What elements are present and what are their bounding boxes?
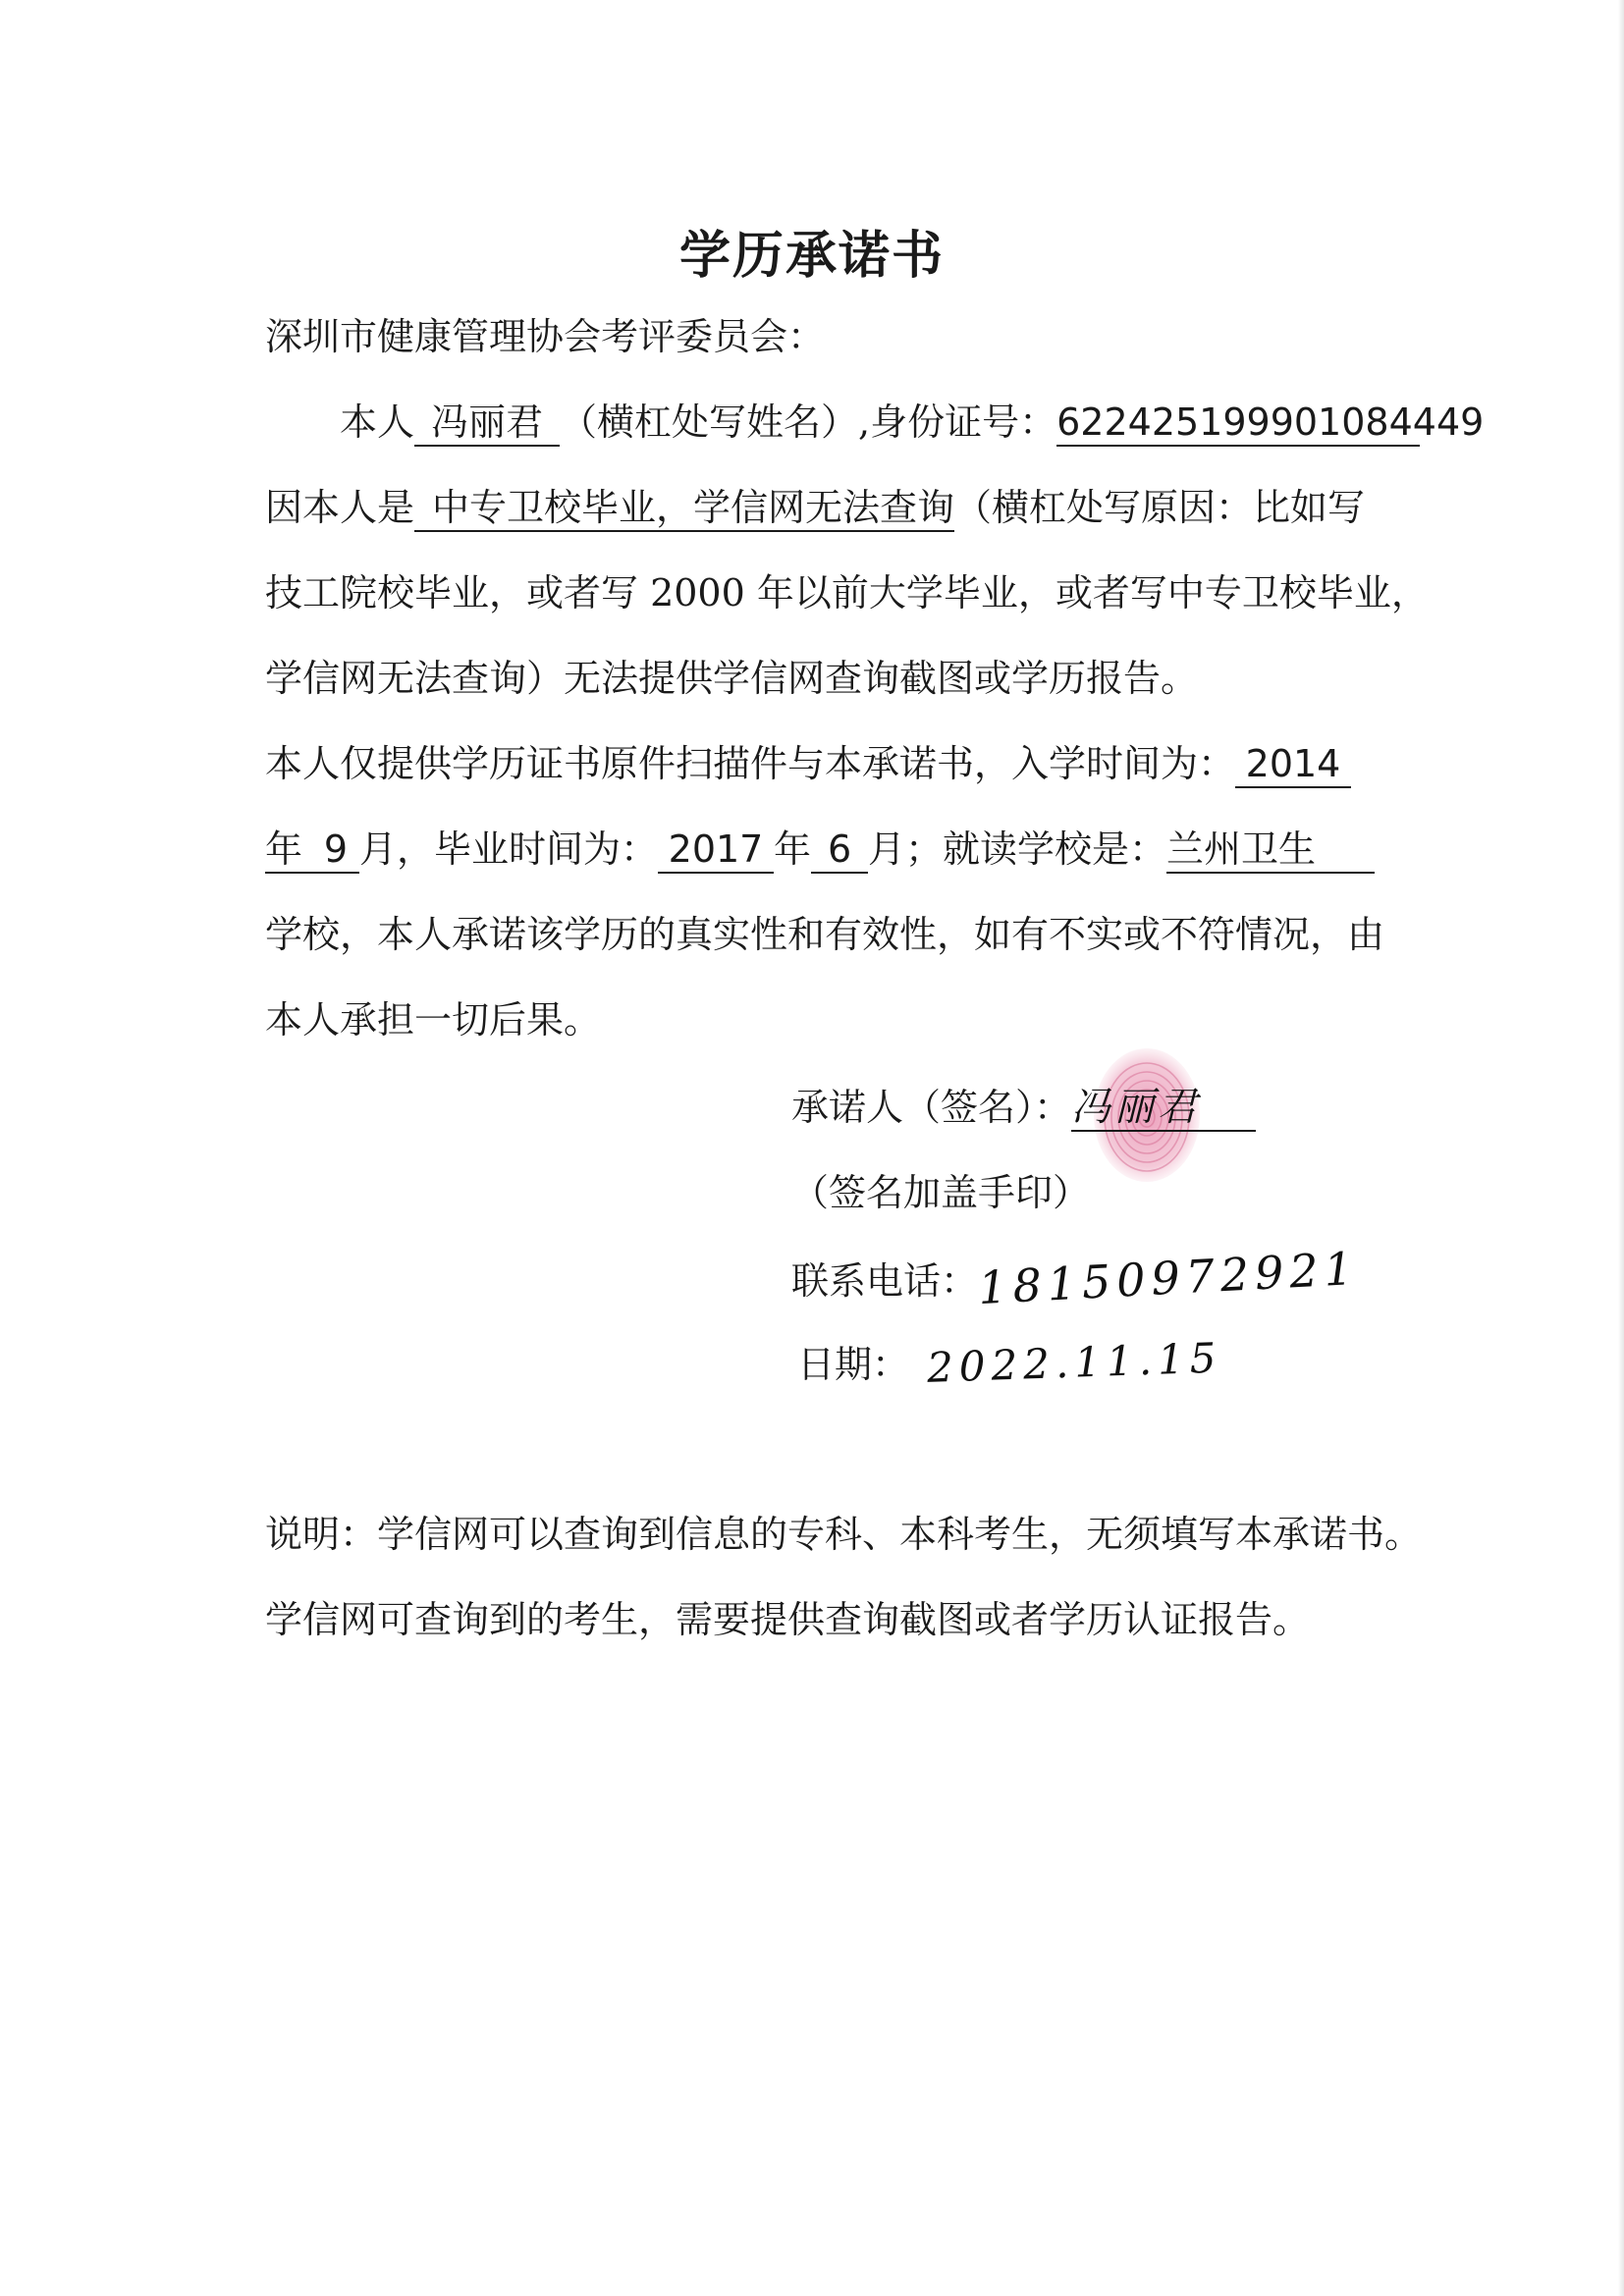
id-number-fill: 622425199901084449	[1056, 400, 1420, 447]
date-value: 2022.11.15	[926, 1333, 1223, 1392]
p3-month-label-b: 月；就读学校是：	[868, 828, 1167, 871]
note-line-2: 学信网可查询到的考生，需要提供查询截图或者学历认证报告。	[265, 1598, 1311, 1641]
paragraph-3-line-1	[265, 739, 1351, 788]
school-fill: 兰州卫生	[1166, 827, 1375, 874]
name-fill: 冯丽君	[414, 400, 560, 447]
p3-year-label-b: 年	[774, 828, 812, 871]
addressee: 深圳市健康管理协会考评委员会：	[265, 315, 826, 358]
date-label: 日期：	[797, 1343, 910, 1386]
paragraph-2-line-3: 学信网无法查询）无法提供学信网查询截图或学历报告。	[265, 657, 1199, 700]
grad-year-fill: 2017	[658, 827, 774, 874]
signature-line	[791, 1083, 1256, 1132]
phone-line	[791, 1241, 1361, 1315]
signer-signature: 冯丽君	[1071, 1085, 1256, 1132]
signature-note: （签名加盖手印）	[791, 1171, 1091, 1214]
document-title: 学历承诺书	[678, 226, 945, 286]
p2-note-a: （横杠处写原因：比如写	[954, 486, 1366, 529]
date-line	[797, 1333, 1223, 1392]
signature-label: 承诺人（签名）：	[791, 1086, 1072, 1129]
paragraph-3-line-3: 学校，本人承诺该学历的真实性和有效性，如有不实或不符情况，由	[265, 913, 1385, 956]
paragraph-2-line-2: 技工院校毕业，或者写 2000 年以前大学毕业，或者写中专卫校毕业，	[265, 571, 1429, 614]
reason-fill: 中专卫校毕业，学信网无法查询	[414, 485, 954, 532]
p3-month-label-a: 月，毕业时间为：	[359, 828, 659, 871]
paragraph-3-line-4: 本人承担一切后果。	[265, 998, 602, 1041]
p1-name-note: （横杠处写姓名）,身份证号：	[560, 400, 1057, 444]
p1-prefix: 本人	[340, 400, 415, 444]
paragraph-3-line-2	[265, 825, 1375, 874]
phone-label: 联系电话：	[791, 1259, 979, 1303]
enroll-year-label: 年	[265, 827, 312, 874]
enroll-month-fill: 9	[312, 827, 359, 874]
p2-prefix: 因本人是	[265, 486, 415, 529]
phone-value: 18150972921	[976, 1241, 1361, 1315]
enroll-year-fill: 2014	[1235, 741, 1351, 788]
note-line-1: 说明：学信网可以查询到信息的专科、本科考生，无须填写本承诺书。	[265, 1513, 1423, 1556]
grad-month-fill: 6	[811, 827, 868, 874]
paragraph-1-line	[340, 398, 1485, 447]
p3-text-a: 本人仅提供学历证书原件扫描件与本承诺书，入学时间为：	[265, 742, 1236, 785]
paragraph-2-line-1	[265, 483, 1365, 532]
scan-edge	[1618, 0, 1624, 2296]
